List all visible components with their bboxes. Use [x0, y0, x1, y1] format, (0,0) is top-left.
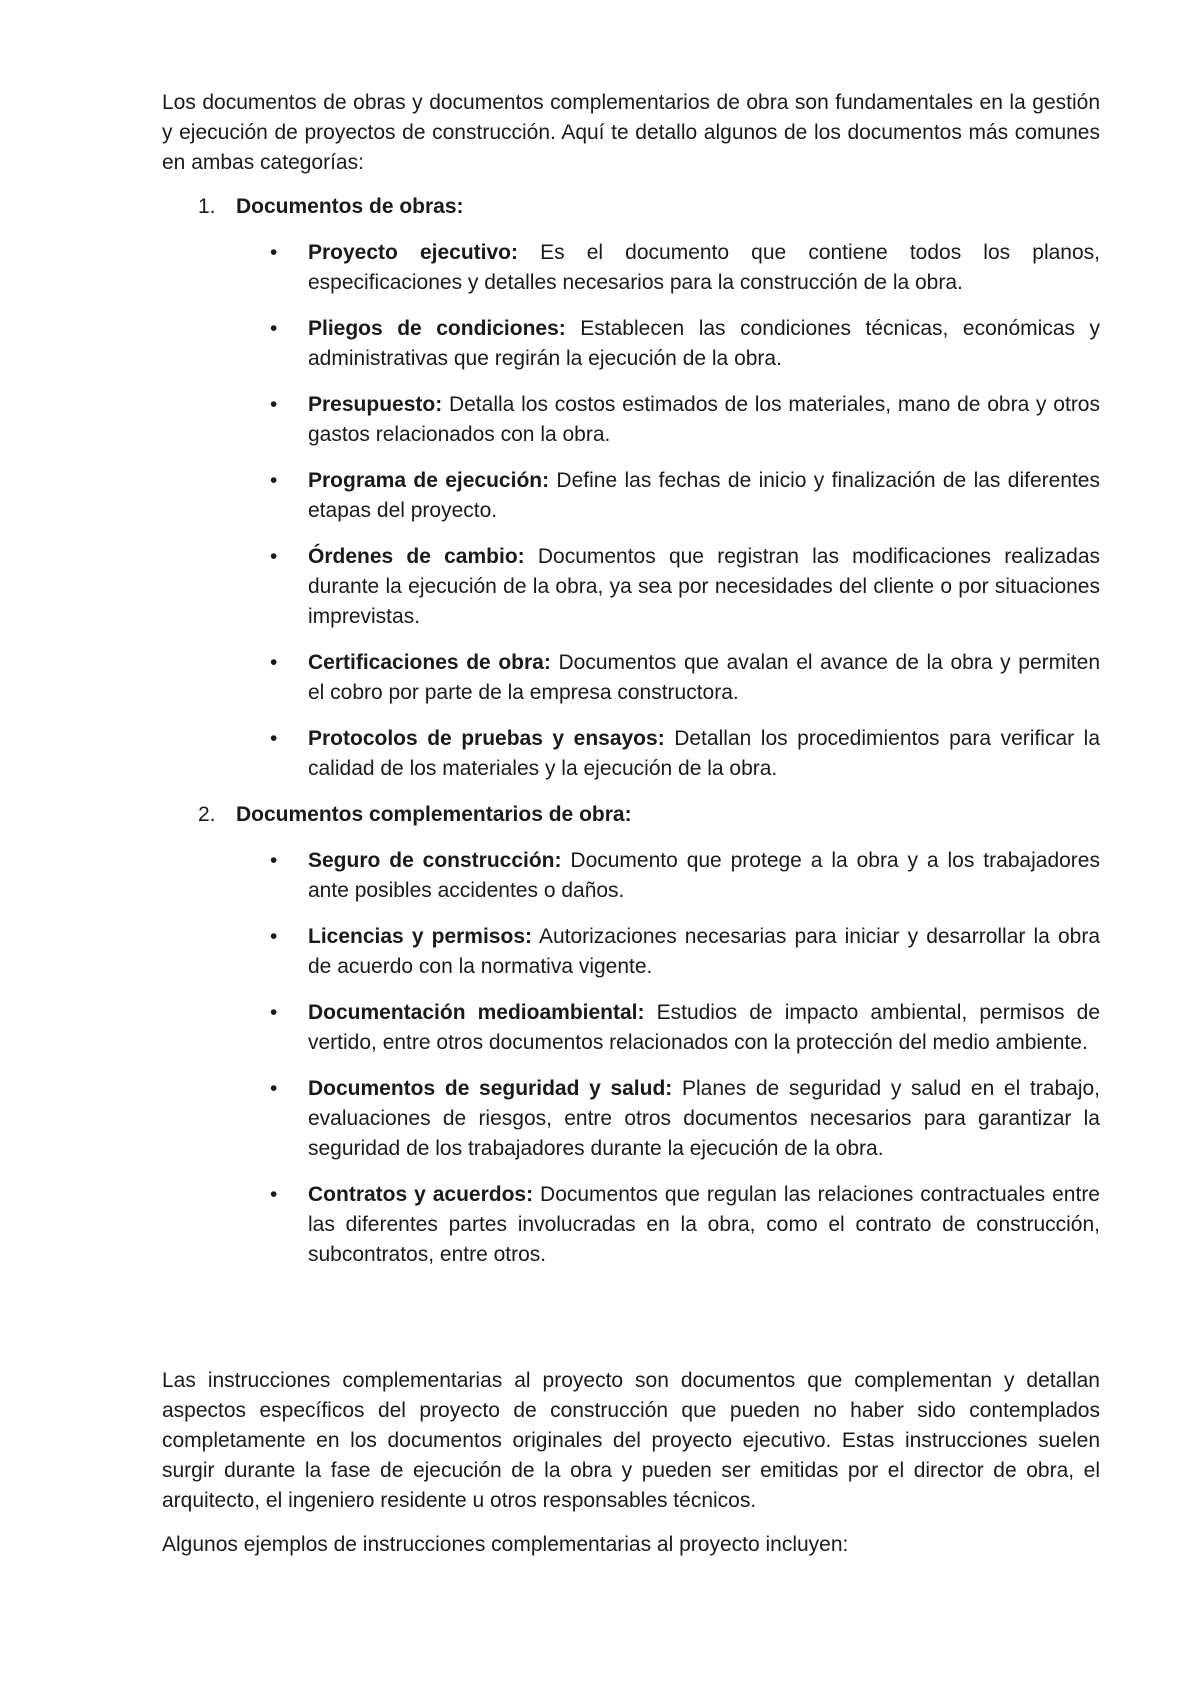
item-term: Documentos de seguridad y salud: — [308, 1077, 673, 1100]
item-term: Licencias y permisos: — [308, 925, 532, 948]
list-item — [162, 542, 1100, 632]
bullet-list — [162, 238, 1100, 784]
list-item — [162, 922, 1100, 982]
list-item — [162, 466, 1100, 526]
bullet-icon: • — [270, 1077, 278, 1100]
item-text: Documentos que avalan el avance de la obra y permiten el cobro por parte de la empresa constructora. — [308, 651, 1101, 704]
bullet-icon: • — [270, 1001, 278, 1024]
bullet-icon: • — [270, 241, 278, 264]
item-term: Proyecto ejecutivo: — [308, 241, 518, 264]
item-text: Detalla los costos estimados de los materiales, mano de obra y otros gastos relacionados con la obra. — [308, 393, 1100, 446]
item-term: Pliegos de condiciones: — [308, 317, 566, 340]
item-text: Autorizaciones necesarias para iniciar y desarrollar la obra de acuerdo con la normativa vigente. — [308, 925, 1100, 978]
item-text: Establecen las condiciones técnicas, económicas y administrativas que regirán la ejecución de la obra. — [308, 317, 1100, 370]
section-documentos-de-obras — [162, 192, 1100, 784]
list-item — [162, 998, 1100, 1058]
section-number: 1. — [198, 195, 216, 218]
bullet-icon: • — [270, 317, 278, 340]
item-term: Documentación medioambiental: — [308, 1001, 645, 1024]
intro-paragraph: Los documentos de obras y documentos complementarios de obra son fundamentales en la gestión y ejecución de proyectos de construcción. Aquí te detallo algunos de los documentos más comunes en ambas categorías: — [162, 91, 1100, 174]
item-term: Órdenes de cambio: — [308, 545, 525, 568]
item-text: Documentos que registran las modificaciones realizadas durante la ejecución de la obra, ya sea por necesidades del cliente o por situaciones imprevistas. — [308, 545, 1100, 628]
bullet-icon: • — [270, 469, 278, 492]
list-item — [162, 846, 1100, 906]
item-term: Presupuesto: — [308, 393, 443, 416]
bullet-list — [162, 846, 1100, 1270]
list-item — [162, 1180, 1100, 1270]
item-text: Documentos que regulan las relaciones contractuales entre las diferentes partes involucradas en la obra, como el contrato de construcción, subcontratos, entre otros. — [308, 1183, 1100, 1266]
item-text: Es el documento que contiene todos los planos, especificaciones y detalles necesarios para la construcción de la obra. — [308, 241, 1100, 294]
list-item — [162, 724, 1100, 784]
section-documentos-complementarios — [162, 800, 1100, 1270]
item-text: Define las fechas de inicio y finalización de las diferentes etapas del proyecto. — [308, 469, 1100, 522]
list-item — [162, 648, 1100, 708]
bullet-icon: • — [270, 651, 278, 674]
item-text: Estudios de impacto ambiental, permisos de vertido, entre otros documentos relacionados con la protección del medio ambiente. — [308, 1001, 1100, 1054]
list-item — [162, 314, 1100, 374]
closing-block — [162, 1366, 1100, 1560]
bullet-icon: • — [270, 393, 278, 416]
closing-paragraph: Las instrucciones complementarias al proyecto son documentos que complementan y detallan aspectos específicos del proyecto de construcción que pueden no haber sido contemplados completamente en los documentos originales del proyecto ejecutivo. Estas instrucciones suelen surgir durante la fase de ejecución de la obra y pueden ser emitidas por el director de obra, el arquitecto, el ingeniero residente u otros responsables técnicos. — [162, 1369, 1100, 1512]
item-text: Documento que protege a la obra y a los trabajadores ante posibles accidentes o daños. — [308, 849, 1100, 902]
section-heading — [162, 192, 1100, 222]
bullet-icon: • — [270, 545, 278, 568]
item-text: Planes de seguridad y salud en el trabajo, evaluaciones de riesgos, entre otros documentos necesarios para garantizar la seguridad de los trabajadores durante la ejecución de la obra. — [308, 1077, 1100, 1160]
item-term: Protocolos de pruebas y ensayos: — [308, 727, 665, 750]
item-text: Detallan los procedimientos para verificar la calidad de los materiales y la ejecución de la obra. — [308, 727, 1100, 780]
list-item — [162, 1074, 1100, 1164]
list-item — [162, 390, 1100, 450]
bullet-icon: • — [270, 849, 278, 872]
item-term: Seguro de construcción: — [308, 849, 562, 872]
closing-paragraph: Algunos ejemplos de instrucciones complementarias al proyecto incluyen: — [162, 1533, 849, 1556]
section-number: 2. — [198, 803, 216, 826]
item-term: Programa de ejecución: — [308, 469, 550, 492]
item-term: Certificaciones de obra: — [308, 651, 551, 674]
list-item — [162, 238, 1100, 298]
section-title: Documentos complementarios de obra: — [236, 803, 632, 826]
item-term: Contratos y acuerdos: — [308, 1183, 534, 1206]
section-heading — [162, 800, 1100, 830]
bullet-icon: • — [270, 1183, 278, 1206]
bullet-icon: • — [270, 727, 278, 750]
section-title: Documentos de obras: — [236, 195, 464, 218]
bullet-icon: • — [270, 925, 278, 948]
